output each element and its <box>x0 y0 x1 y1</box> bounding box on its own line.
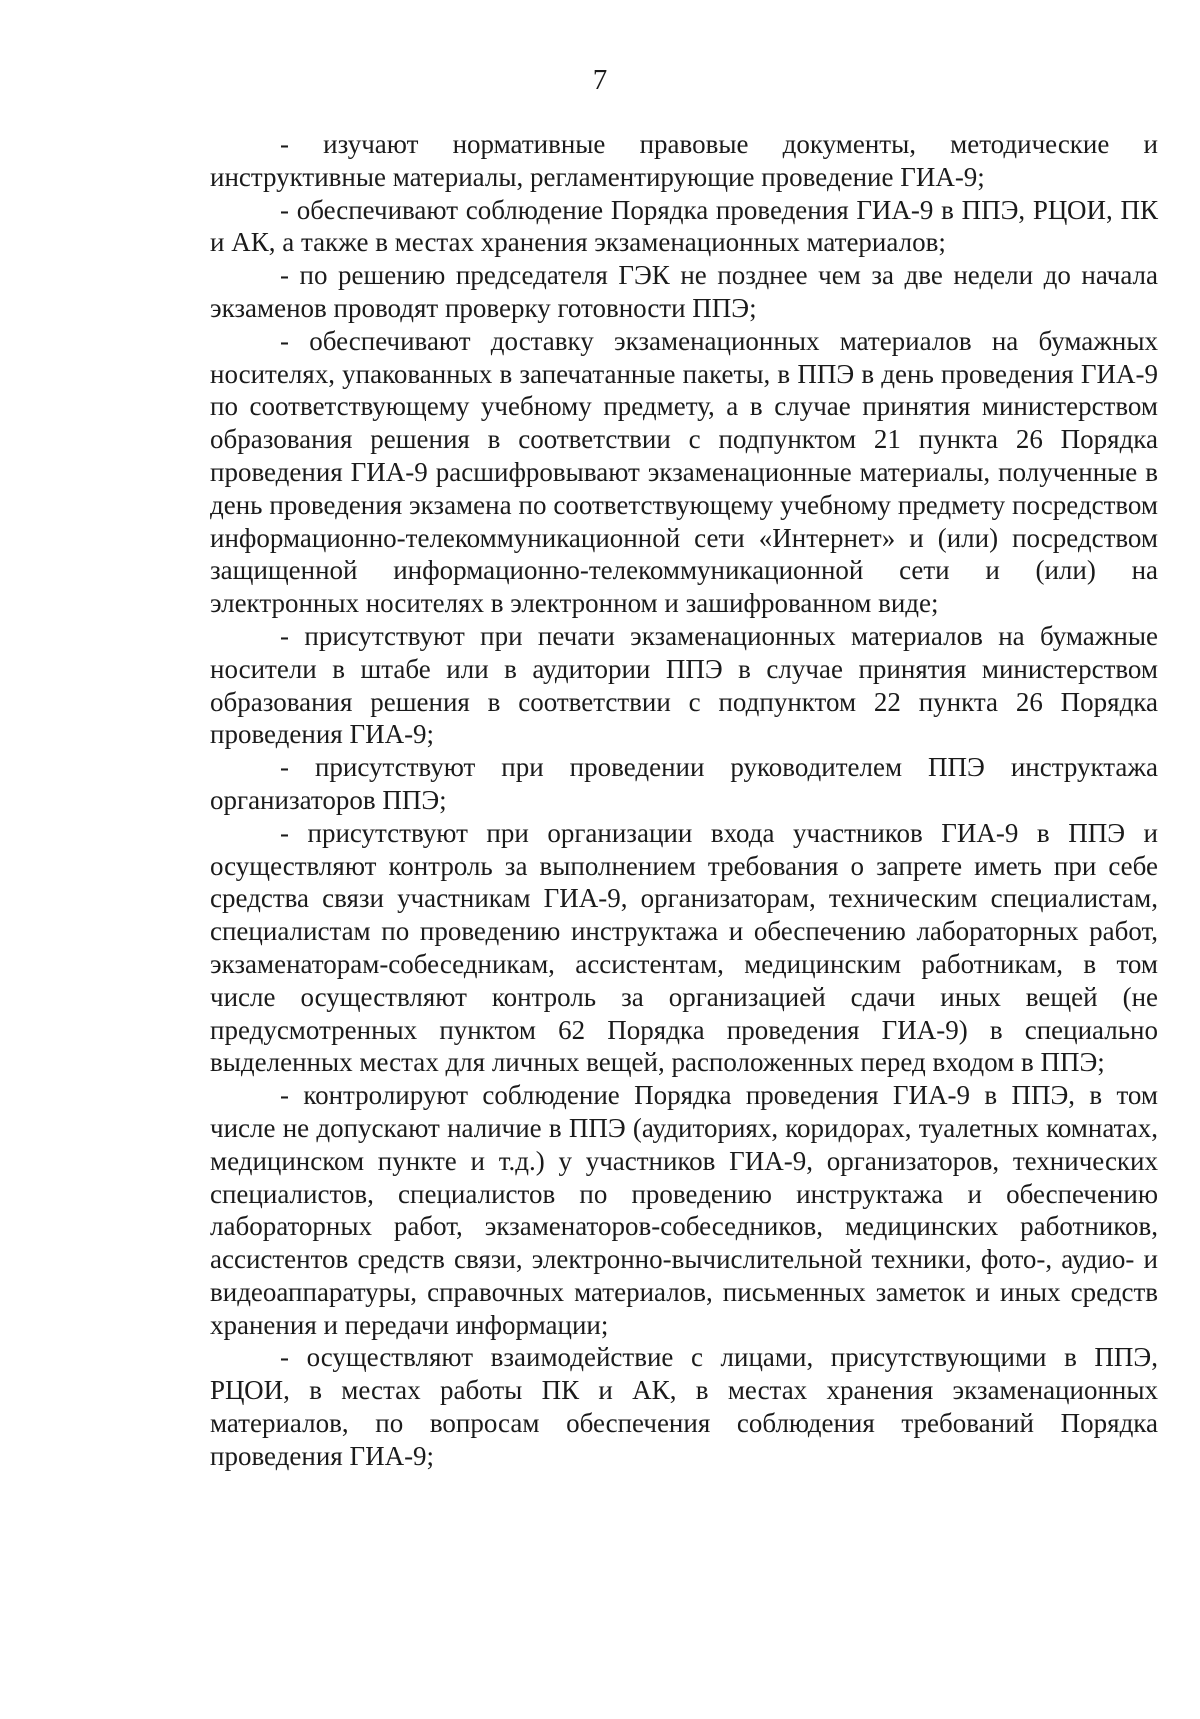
page-number: 7 <box>592 64 608 96</box>
list-item: - обеспечивают соблюдение Порядка проведения ГИА-9 в ППЭ, РЦОИ, ПК и АК, а также в местах хранения экзаменационных материалов; <box>210 194 1158 258</box>
list-item: - по решению председателя ГЭК не позднее чем за две недели до начала экзаменов проводят проверку готовности ППЭ; <box>210 260 1158 323</box>
list-item: - присутствуют при печати экзаменационных материалов на бумажные носители в штабе или в аудитории ППЭ в случае принятия министерством образования решения в соответствии с подпунктом 22 пункта 26 Порядка проведения ГИА-9; <box>210 620 1158 750</box>
document-body <box>210 128 1158 1473</box>
list-item: - обеспечивают доставку экзаменационных материалов на бумажных носителях, упакованных в запечатанные пакеты, в ППЭ в день проведения ГИА-9 по соответствующему учебному предмету, а в случае принятия министерством образования решения в соответствии с подпунктом 21 пункта 26 Порядка проведения ГИА-9 расшифровывают экзаменационные материалы, полученные в день проведения экзамена по соответствующему учебному предмету посредством информационно-телекоммуникационной сети «Интернет» и (или) посредством защищенной информационно-телекоммуникационной сети и (или) на электронных носителях в электронном и зашифрованном виде; <box>210 325 1158 619</box>
list-item: - контролируют соблюдение Порядка проведения ГИА-9 в ППЭ, в том числе не допускают наличие в ППЭ (аудиториях, коридорах, туалетных комнатах, медицинском пункте и т.д.) у участников ГИА-9, организаторов, технических специалистов, специалистов по проведению инструктажа и обеспечению лабораторных работ, экзаменаторов-собеседников, медицинских работников, ассистентов средств связи, электронно-вычислительной техники, фото-, аудио- и видеоаппаратуры, справочных материалов, письменных заметок и иных средств хранения и передачи информации; <box>210 1080 1158 1340</box>
list-item: - осуществляют взаимодействие с лицами, присутствующими в ППЭ, РЦОИ, в местах работы ПК и АК, в местах хранения экзаменационных материалов, по вопросам обеспечения соблюдения требований Порядка проведения ГИА-9; <box>210 1342 1158 1471</box>
list-item: - присутствуют при организации входа участников ГИА-9 в ППЭ и осуществляют контроль за выполнением требования о запрете иметь при себе средства связи участникам ГИА-9, организаторам, техническим специалистам, специалистам по проведению инструктажа и обеспечению лабораторных работ, экзаменаторам-собеседникам, ассистентам, медицинским работникам, в том числе осуществляют контроль за организацией сдачи иных вещей (не предусмотренных пунктом 62 Порядка проведения ГИА-9) в специально выделенных местах для личных вещей, расположенных перед входом в ППЭ; <box>210 817 1158 1078</box>
list-item: - изучают нормативные правовые документы, методические и инструктивные материалы, регламентирующие проведение ГИА-9; <box>210 129 1158 192</box>
list-item: - присутствуют при проведении руководителем ППЭ инструктажа организаторов ППЭ; <box>210 752 1158 815</box>
